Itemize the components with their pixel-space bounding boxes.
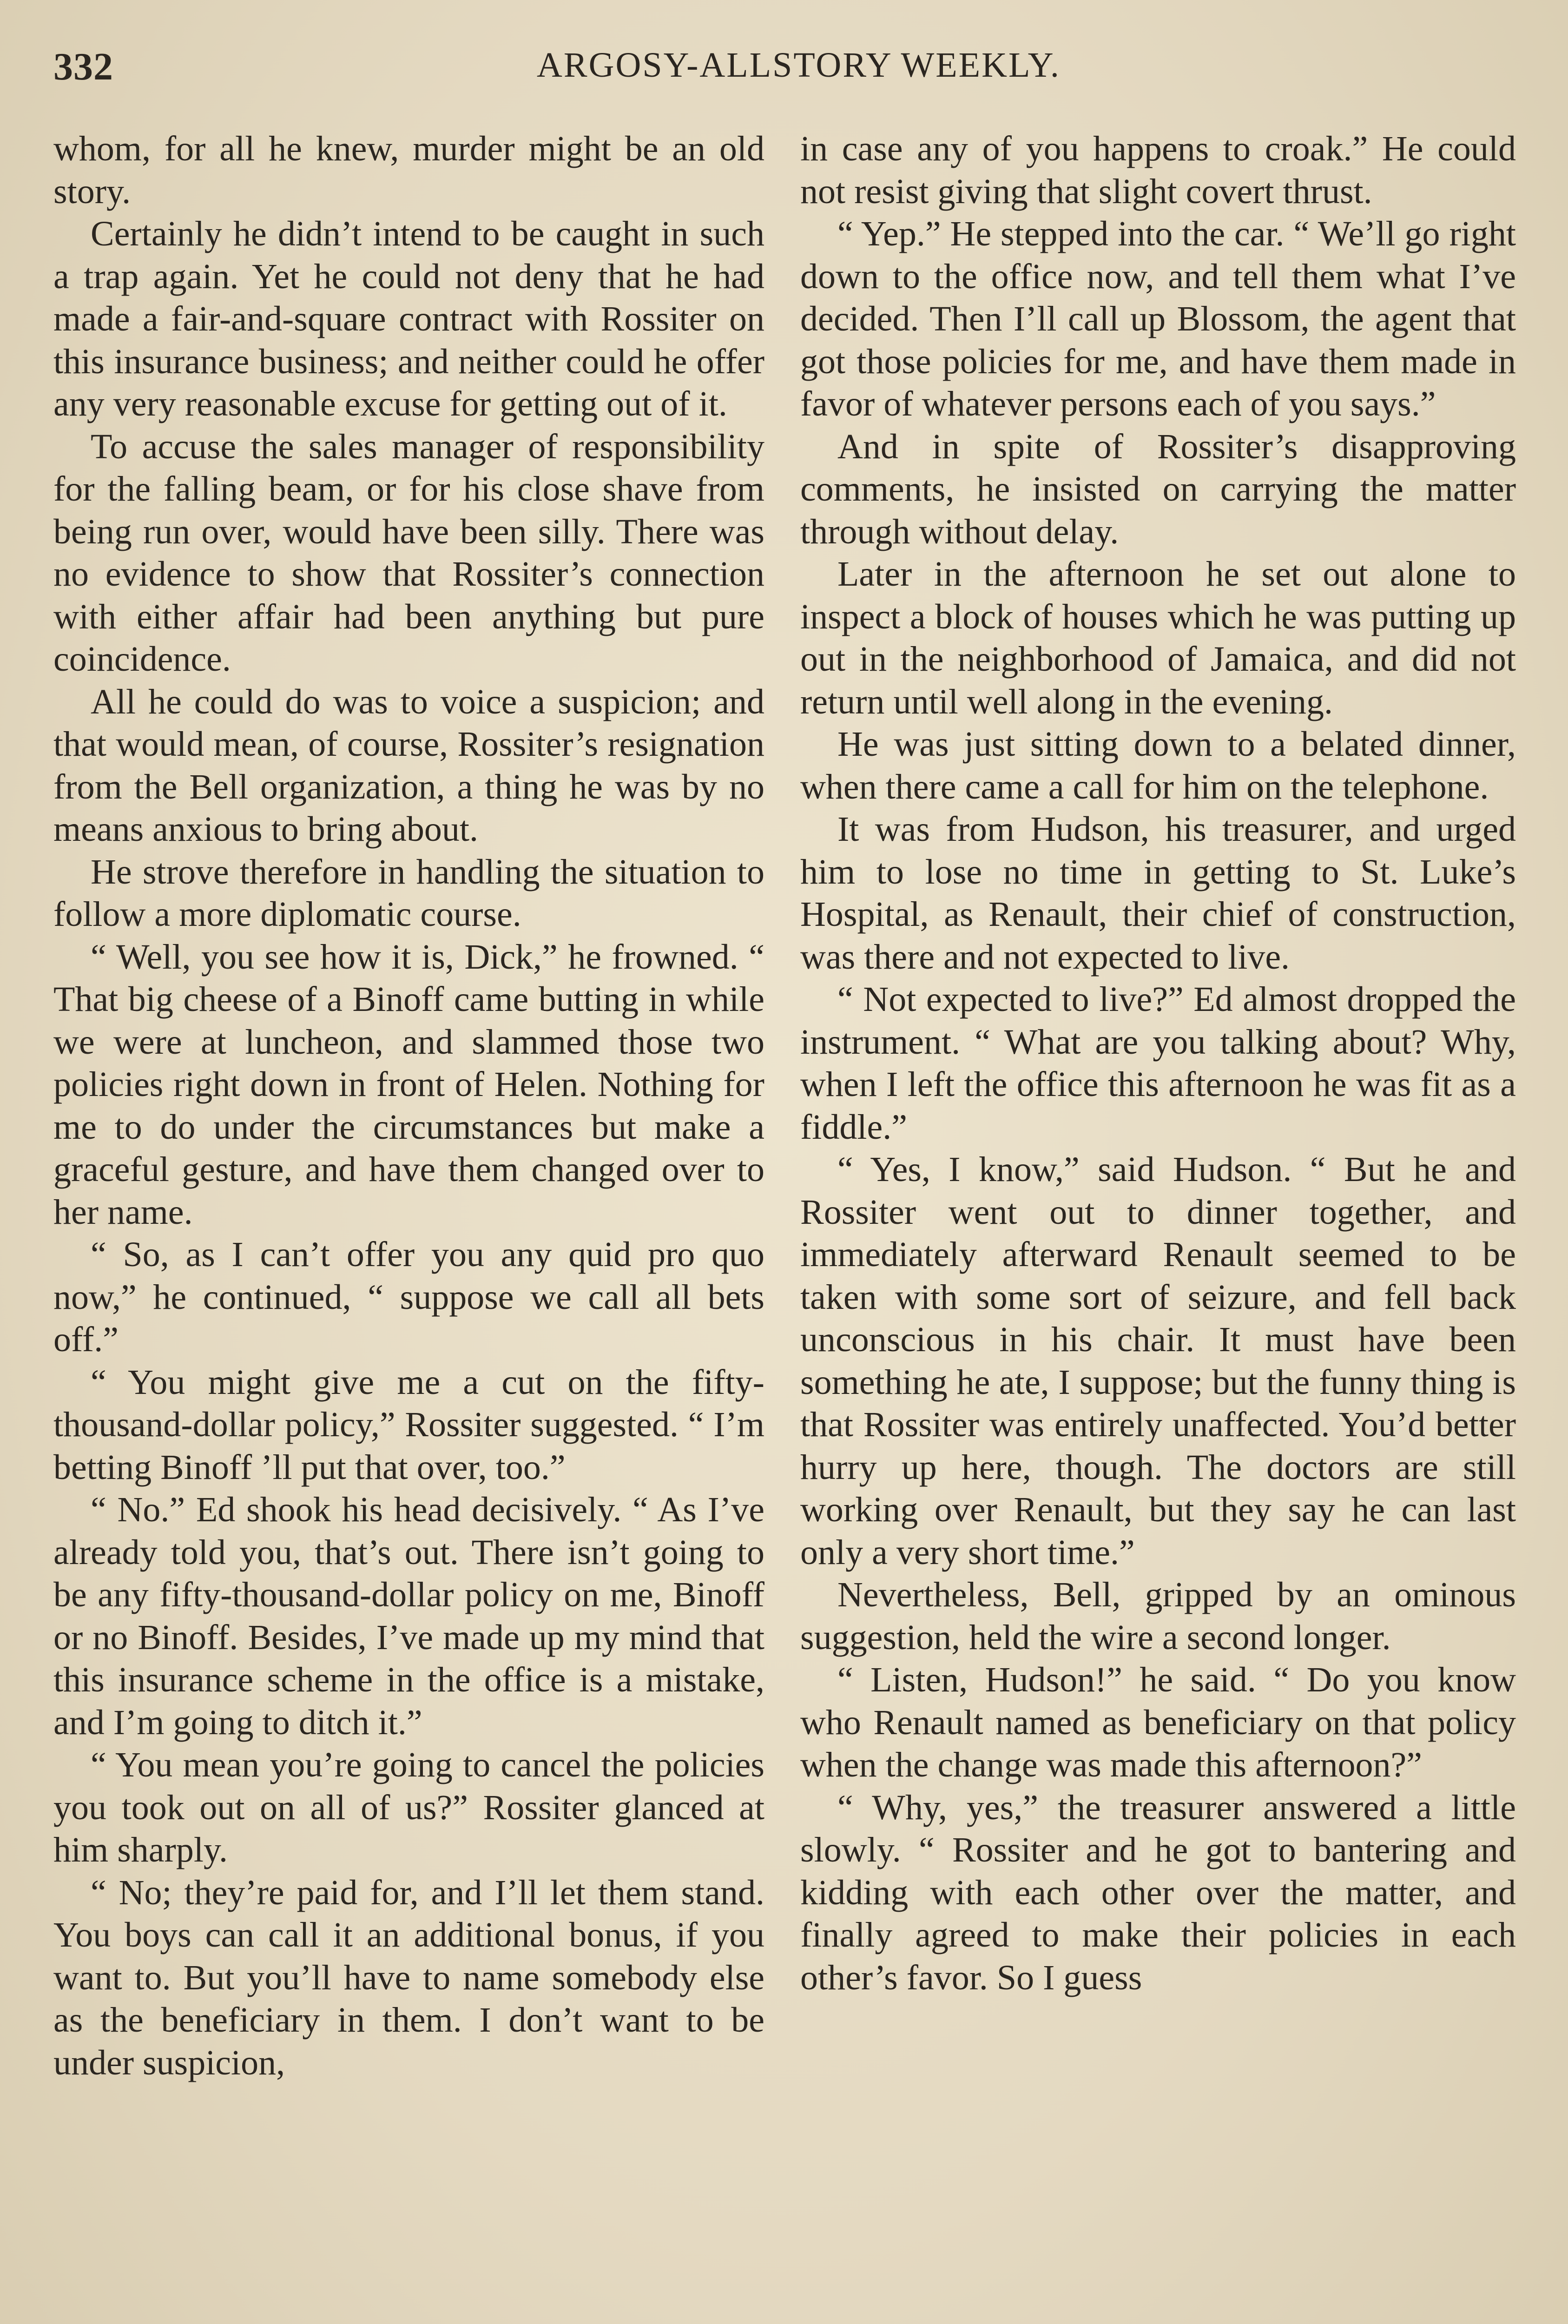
paragraph: “ Listen, Hudson!” he said. “ Do you know who Renault named as beneficiary on that policy when the change was made this afternoon?” [800, 1660, 1516, 1784]
paragraph: whom, for all he knew, murder might be an old story. [53, 129, 764, 211]
page-number: 332 [53, 45, 113, 88]
paragraph: “ Yes, I know,” said Hudson. “ But he and Rossiter went out to dinner together, and immediately afterward Renault seemed to be taken with some sort of seizure, and fell back unconscious in his chair. It must have been something he ate, I suppose; but the funny thing is that Rossiter was entirely unaffected. You’d better hurry up here, though. The doctors are still working over Renault, but they say he can last only a very short time.” [800, 1150, 1516, 1572]
paragraph: Nevertheless, Bell, gripped by an ominous suggestion, held the wire a second longer. [800, 1575, 1516, 1657]
paragraph: “ You might give me a cut on the fifty-thousand-dollar policy,” Rossiter suggested. “ I’m betting Binoff ’ll put that over, too.” [53, 1362, 764, 1487]
paragraph: Later in the afternoon he set out alone to inspect a block of houses which he was putting up out in the neighborhood of Jamaica, and did not return until well along in the evening. [800, 555, 1516, 721]
paragraph: “ You mean you’re going to cancel the policies you took out on all of us?” Rossiter glanced at him sharply. [53, 1745, 764, 1869]
paragraph: in case any of you happens to croak.” He could not resist giving that slight covert thrust. [800, 129, 1516, 211]
paragraph: “ So, as I can’t offer you any quid pro quo now,” he continued, “ suppose we call all bets off.” [53, 1235, 764, 1359]
paragraph: “ Well, you see how it is, Dick,” he frowned. “ That big cheese of a Binoff came butting in while we were at luncheon, and slammed those two policies right down in front of Helen. Nothing for me to do under the circumstances but make a graceful gesture, and have them changed over to her name. [53, 937, 764, 1232]
right-column [800, 128, 1516, 1999]
paragraph: “ No.” Ed shook his head decisively. “ As I’ve already told you, that’s out. There isn’t going to be any fifty-thousand-dollar policy on me, Binoff or no Binoff. Besides, I’ve made up my mind that this insurance scheme in the office is a mistake, and I’m going to ditch it.” [53, 1490, 764, 1742]
running-title: ARGOSY-ALLSTORY WEEKLY. [537, 46, 1061, 85]
paragraph: And in spite of Rossiter’s disapproving comments, he insisted on carrying the matter through without delay. [800, 427, 1516, 551]
paragraph: “ No; they’re paid for, and I’ll let them stand. You boys can call it an additional bonus, if you want to. But you’ll have to name somebody else as the beneficiary in them. I don’t want to be under suspicion, [53, 1873, 764, 2082]
paragraph: “ Yep.” He stepped into the car. “ We’ll go right down to the office now, and tell them what I’ve decided. Then I’ll call up Blossom, the agent that got those policies for me, and have them made in favor of whatever persons each of you says.” [800, 214, 1516, 423]
paragraph: Certainly he didn’t intend to be caught in such a trap again. Yet he could not deny that he had made a fair-and-square contract with Rossiter on this insurance business; and neither could he offer any very reasonable excuse for getting out of it. [53, 214, 764, 423]
paragraph: “ Not expected to live?” Ed almost dropped the instrument. “ What are you talking about? Why, when I left the office this afternoon he was fit as a fiddle.” [800, 980, 1516, 1147]
paragraph: It was from Hudson, his treasurer, and urged him to lose no time in getting to St. Luke’s Hospital, as Renault, their chief of construction, was there and not expected to live. [800, 810, 1516, 977]
paragraph: To accuse the sales manager of responsibility for the falling beam, or for his close shave from being run over, would have been silly. There was no evidence to show that Rossiter’s connection with either affair had been anything but pure coincidence. [53, 427, 764, 679]
paragraph: He was just sitting down to a belated dinner, when there came a call for him on the telephone. [800, 725, 1516, 806]
paragraph: “ Why, yes,” the treasurer answered a little slowly. “ Rossiter and he got to bantering and kidding with each other over the matter, and finally agreed to make their policies in each other’s favor. So I guess [800, 1788, 1516, 1997]
paragraph: He strove therefore in handling the situation to follow a more diplomatic course. [53, 852, 764, 934]
paragraph: All he could do was to voice a suspicion; and that would mean, of course, Rossiter’s resignation from the Bell organization, a thing he was by no means anxious to bring about. [53, 682, 764, 849]
page-header [53, 44, 1522, 95]
left-column [53, 128, 764, 2084]
